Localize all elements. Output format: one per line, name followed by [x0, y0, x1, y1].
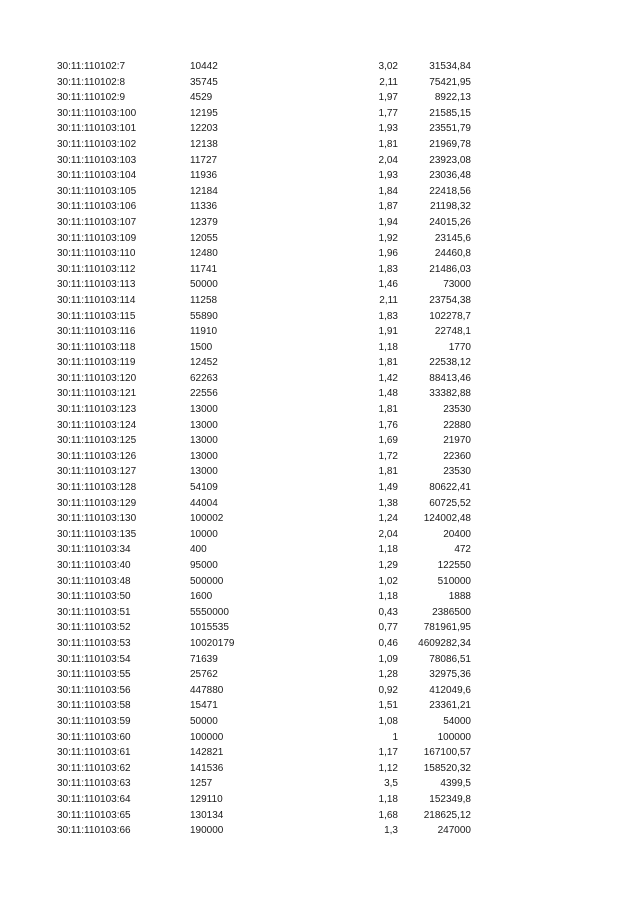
- rate-cell: 1,96: [378, 248, 398, 260]
- cadastral-number-cell: 30:11:110103:103: [57, 154, 137, 166]
- cadastral-number-cell: 30:11:110102:7: [57, 61, 126, 72]
- value-cell: 78086,51: [429, 653, 471, 665]
- rate-cell: 1,24: [378, 513, 398, 525]
- table-row: [0, 277, 640, 293]
- cadastral-number-cell: 30:11:110103:102: [57, 138, 137, 150]
- rate-cell: 2,04: [378, 154, 398, 166]
- cadastral-number-cell: 30:11:110103:107: [57, 216, 137, 228]
- table-row: [0, 418, 640, 434]
- table-row: [0, 589, 640, 605]
- value-cell: 22360: [443, 450, 471, 462]
- value-cell: 23530: [443, 466, 471, 478]
- table-row: [0, 371, 640, 387]
- value-cell: 23145,6: [434, 232, 471, 244]
- area-cell: 11258: [190, 294, 218, 306]
- rate-cell: 1,83: [378, 263, 398, 275]
- value-cell: 1770: [448, 341, 471, 353]
- value-cell: 158520,32: [423, 762, 471, 774]
- value-cell: 24015,26: [429, 216, 471, 228]
- table-row: [0, 355, 640, 371]
- cadastral-number-cell: 30:11:110103:58: [57, 700, 131, 712]
- rate-cell: 2,11: [379, 76, 398, 88]
- value-cell: 21969,78: [429, 138, 471, 150]
- rate-cell: 1,81: [378, 357, 398, 369]
- area-cell: 129110: [190, 793, 223, 805]
- area-cell: 130134: [190, 809, 224, 821]
- table-row: [0, 652, 640, 668]
- table-row: [0, 683, 640, 699]
- table-row: [0, 698, 640, 714]
- value-cell: 22538,12: [429, 357, 471, 369]
- value-cell: 22748,1: [434, 326, 471, 338]
- cadastral-number-cell: 30:11:110103:59: [57, 715, 131, 727]
- value-cell: 23754,38: [429, 294, 471, 306]
- area-cell: 13000: [190, 466, 218, 478]
- rate-cell: 1,92: [378, 232, 398, 244]
- rate-cell: 1,49: [378, 482, 398, 494]
- table-row: [0, 792, 640, 808]
- area-cell: 12379: [190, 216, 218, 228]
- table-row: [0, 823, 640, 839]
- area-cell: 10442: [190, 61, 218, 72]
- area-cell: 11336: [190, 201, 218, 213]
- area-cell: 447880: [190, 684, 224, 696]
- value-cell: 167100,57: [423, 747, 471, 759]
- cadastral-number-cell: 30:11:110103:63: [57, 778, 131, 790]
- area-cell: 11910: [190, 326, 218, 338]
- value-cell: 22418,56: [429, 185, 471, 197]
- rate-cell: 1,77: [378, 107, 398, 119]
- cadastral-number-cell: 30:11:110103:113: [57, 279, 136, 291]
- value-cell: 8922,13: [434, 92, 471, 104]
- table-row: [0, 340, 640, 356]
- table-row: [0, 90, 640, 106]
- table-row: [0, 745, 640, 761]
- value-cell: 33382,88: [429, 388, 471, 400]
- rate-cell: 1,46: [378, 279, 398, 291]
- area-cell: 400: [190, 544, 207, 556]
- cadastral-number-cell: 30:11:110103:129: [57, 497, 137, 509]
- value-cell: 2386500: [432, 606, 471, 618]
- value-cell: 31534,84: [429, 61, 471, 72]
- cadastral-number-cell: 30:11:110103:53: [57, 637, 131, 649]
- cadastral-number-cell: 30:11:110103:127: [57, 466, 137, 478]
- table-row: [0, 137, 640, 153]
- rate-cell: 1,69: [378, 435, 398, 447]
- value-cell: 80622,41: [429, 482, 471, 494]
- cadastral-number-cell: 30:11:110103:121: [57, 388, 137, 400]
- cadastral-number-cell: 30:11:110103:115: [57, 310, 136, 322]
- cadastral-number-cell: 30:11:110103:114: [57, 294, 136, 306]
- cadastral-number-cell: 30:11:110103:125: [57, 435, 137, 447]
- value-cell: 23551,79: [429, 123, 471, 135]
- area-cell: 12138: [190, 138, 218, 150]
- area-cell: 13000: [190, 419, 218, 431]
- value-cell: 781961,95: [423, 622, 471, 634]
- rate-cell: 1,12: [378, 762, 398, 774]
- table-row: [0, 184, 640, 200]
- rate-cell: 1,29: [378, 560, 398, 571]
- value-cell: 60725,52: [429, 497, 471, 509]
- table-row: [0, 714, 640, 730]
- value-cell: 22880: [443, 419, 471, 431]
- area-cell: 11741: [190, 263, 218, 275]
- rate-cell: 1,76: [378, 419, 398, 431]
- area-cell: 55890: [190, 310, 218, 322]
- area-cell: 100002: [190, 513, 224, 525]
- value-cell: 247000: [437, 825, 471, 837]
- value-cell: 23530: [443, 404, 471, 416]
- area-cell: 190000: [190, 825, 224, 837]
- area-cell: 11936: [190, 170, 218, 182]
- value-cell: 102278,7: [429, 310, 471, 322]
- rate-cell: 3,02: [378, 61, 398, 72]
- rate-cell: 0,77: [378, 622, 398, 634]
- table-row: [0, 433, 640, 449]
- area-cell: 1600: [190, 591, 213, 603]
- value-cell: 54000: [443, 715, 471, 727]
- rate-cell: 1,38: [378, 497, 398, 509]
- rate-cell: 1,93: [378, 123, 398, 135]
- value-cell: 412049,6: [429, 684, 471, 696]
- value-cell: 472: [454, 544, 471, 556]
- cadastral-number-cell: 30:11:110103:56: [57, 684, 131, 696]
- cadastral-number-cell: 30:11:110103:128: [57, 482, 137, 494]
- table-row: [0, 106, 640, 122]
- cadastral-number-cell: 30:11:110103:60: [57, 731, 131, 743]
- table-row: [0, 620, 640, 636]
- rate-cell: 1,81: [378, 138, 398, 150]
- value-cell: 21970: [443, 435, 471, 447]
- table-row: [0, 449, 640, 465]
- area-cell: 12203: [190, 123, 218, 135]
- table-row: [0, 667, 640, 683]
- area-cell: 1500: [190, 341, 213, 353]
- rate-cell: 1,48: [378, 388, 398, 400]
- area-cell: 11727: [190, 154, 218, 166]
- rate-cell: 1,18: [378, 544, 398, 556]
- area-cell: 15471: [190, 700, 218, 712]
- cadastral-number-cell: 30:11:110103:110: [57, 248, 136, 260]
- cadastral-number-cell: 30:11:110103:126: [57, 450, 137, 462]
- table-row: [0, 262, 640, 278]
- value-cell: 21585,15: [429, 107, 471, 119]
- table-row: [0, 496, 640, 512]
- cadastral-number-cell: 30:11:110103:130: [57, 513, 137, 525]
- rate-cell: 0,46: [378, 637, 398, 649]
- area-cell: 5550000: [190, 606, 229, 618]
- cadastral-number-cell: 30:11:110103:61: [57, 747, 131, 759]
- table-row: [0, 59, 640, 75]
- rate-cell: 1,84: [378, 185, 398, 197]
- value-cell: 21486,03: [429, 263, 471, 275]
- cadastral-number-cell: 30:11:110103:112: [57, 263, 136, 275]
- rate-cell: 1,81: [378, 404, 398, 416]
- cadastral-number-cell: 30:11:110103:116: [57, 326, 136, 338]
- area-cell: 12195: [190, 107, 218, 119]
- rate-cell: 1,94: [378, 216, 398, 228]
- table-row: [0, 153, 640, 169]
- table-row: [0, 605, 640, 621]
- value-cell: 1888: [448, 591, 471, 603]
- value-cell: 152349,8: [429, 793, 471, 805]
- rate-cell: 0,43: [378, 606, 398, 618]
- rate-cell: 1,18: [378, 591, 398, 603]
- table-row: [0, 121, 640, 137]
- cadastral-number-cell: 30:11:110103:100: [57, 107, 137, 119]
- cadastral-number-cell: 30:11:110103:104: [57, 170, 137, 182]
- rate-cell: 1,3: [384, 825, 398, 837]
- cadastral-number-cell: 30:11:110103:40: [57, 560, 131, 571]
- value-cell: 100000: [437, 731, 471, 743]
- value-cell: 20400: [443, 528, 471, 540]
- rate-cell: 1,81: [378, 466, 398, 478]
- rate-cell: 1,93: [378, 170, 398, 182]
- cadastral-number-cell: 30:11:110103:118: [57, 341, 136, 353]
- table-row: [0, 574, 640, 590]
- area-cell: 22556: [190, 388, 218, 400]
- table-row: [0, 309, 640, 325]
- cadastral-number-cell: 30:11:110103:52: [57, 622, 131, 634]
- value-cell: 88413,46: [429, 372, 471, 384]
- area-cell: 62263: [190, 372, 218, 384]
- table-row: [0, 246, 640, 262]
- area-cell: 12184: [190, 185, 218, 197]
- cadastral-number-cell: 30:11:110103:120: [57, 372, 137, 384]
- cadastral-number-cell: 30:11:110103:50: [57, 591, 131, 603]
- cadastral-number-cell: 30:11:110103:65: [57, 809, 131, 821]
- rate-cell: 1,72: [378, 450, 398, 462]
- spreadsheet-table: [0, 59, 640, 839]
- cadastral-number-cell: 30:11:110103:66: [57, 825, 131, 837]
- cadastral-number-cell: 30:11:110102:8: [57, 76, 126, 88]
- area-cell: 13000: [190, 404, 218, 416]
- table-row: [0, 808, 640, 824]
- rate-cell: 2,04: [378, 528, 398, 540]
- cadastral-number-cell: 30:11:110103:109: [57, 232, 137, 244]
- value-cell: 4399,5: [440, 778, 471, 790]
- area-cell: 141536: [190, 762, 224, 774]
- area-cell: 12480: [190, 248, 218, 260]
- value-cell: 122550: [437, 560, 471, 571]
- cadastral-number-cell: 30:11:110103:54: [57, 653, 131, 665]
- cadastral-number-cell: 30:11:110103:106: [57, 201, 137, 213]
- area-cell: 10000: [190, 528, 218, 540]
- table-row: [0, 511, 640, 527]
- table-row: [0, 402, 640, 418]
- table-row: [0, 480, 640, 496]
- rate-cell: 1,18: [378, 341, 398, 353]
- rate-cell: 1,18: [378, 793, 398, 805]
- rate-cell: 3,5: [384, 778, 398, 790]
- value-cell: 124002,48: [423, 513, 471, 525]
- value-cell: 218625,12: [423, 809, 471, 821]
- area-cell: 13000: [190, 435, 218, 447]
- rate-cell: 2,11: [379, 294, 398, 306]
- value-cell: 23923,08: [429, 154, 471, 166]
- area-cell: 95000: [190, 560, 218, 571]
- rate-cell: 1,02: [378, 575, 398, 587]
- rate-cell: 0,92: [378, 684, 398, 696]
- cadastral-number-cell: 30:11:110103:124: [57, 419, 137, 431]
- rate-cell: 1: [392, 731, 398, 743]
- value-cell: 75421,95: [429, 76, 471, 88]
- value-cell: 73000: [443, 279, 471, 291]
- table-row: [0, 636, 640, 652]
- value-cell: 510000: [437, 575, 471, 587]
- table-row: [0, 527, 640, 543]
- table-row: [0, 542, 640, 558]
- cadastral-number-cell: 30:11:110103:34: [57, 544, 131, 556]
- table-row: [0, 464, 640, 480]
- value-cell: 32975,36: [429, 669, 471, 681]
- rate-cell: 1,09: [378, 653, 398, 665]
- area-cell: 10020179: [190, 637, 235, 649]
- cadastral-number-cell: 30:11:110103:51: [57, 606, 131, 618]
- value-cell: 23036,48: [429, 170, 471, 182]
- area-cell: 13000: [190, 450, 218, 462]
- area-cell: 35745: [190, 76, 218, 88]
- rate-cell: 1,91: [378, 326, 398, 338]
- rate-cell: 1,17: [378, 747, 398, 759]
- area-cell: 12055: [190, 232, 218, 244]
- rate-cell: 1,28: [378, 669, 398, 681]
- cadastral-number-cell: 30:11:110103:55: [57, 669, 131, 681]
- table-row: [0, 761, 640, 777]
- area-cell: 4529: [190, 92, 213, 104]
- table-row: [0, 558, 640, 574]
- area-cell: 25762: [190, 669, 218, 681]
- table-row: [0, 75, 640, 91]
- table-row: [0, 776, 640, 792]
- cadastral-number-cell: 30:11:110103:101: [57, 123, 137, 135]
- cadastral-number-cell: 30:11:110103:123: [57, 404, 137, 416]
- area-cell: 100000: [190, 731, 224, 743]
- area-cell: 1257: [190, 778, 213, 790]
- value-cell: 21198,32: [430, 201, 471, 213]
- rate-cell: 1,42: [378, 372, 398, 384]
- table-row: [0, 168, 640, 184]
- cadastral-number-cell: 30:11:110103:48: [57, 575, 131, 587]
- table-row: [0, 199, 640, 215]
- value-cell: 23361,21: [429, 700, 471, 712]
- cadastral-number-cell: 30:11:110103:62: [57, 762, 131, 774]
- cadastral-number-cell: 30:11:110103:64: [57, 793, 131, 805]
- table-row: [0, 730, 640, 746]
- table-row: [0, 386, 640, 402]
- table-row: [0, 215, 640, 231]
- rate-cell: 1,83: [378, 310, 398, 322]
- rate-cell: 1,68: [378, 809, 398, 821]
- rate-cell: 1,97: [378, 92, 398, 104]
- cadastral-number-cell: 30:11:110103:105: [57, 185, 137, 197]
- rate-cell: 1,51: [378, 700, 398, 712]
- cadastral-number-cell: 30:11:110102:9: [57, 92, 126, 104]
- area-cell: 50000: [190, 279, 218, 291]
- area-cell: 500000: [190, 575, 224, 587]
- cadastral-number-cell: 30:11:110103:119: [57, 357, 136, 369]
- area-cell: 12452: [190, 357, 218, 369]
- area-cell: 54109: [190, 482, 218, 494]
- area-cell: 44004: [190, 497, 218, 509]
- area-cell: 50000: [190, 715, 218, 727]
- area-cell: 1015535: [190, 622, 229, 634]
- area-cell: 71639: [190, 653, 218, 665]
- table-row: [0, 293, 640, 309]
- value-cell: 24460,8: [434, 248, 471, 260]
- rate-cell: 1,08: [378, 715, 398, 727]
- value-cell: 4609282,34: [418, 637, 471, 649]
- table-row: [0, 231, 640, 247]
- area-cell: 142821: [190, 747, 224, 759]
- cadastral-number-cell: 30:11:110103:135: [57, 528, 137, 540]
- rate-cell: 1,87: [378, 201, 398, 213]
- table-row: [0, 324, 640, 340]
